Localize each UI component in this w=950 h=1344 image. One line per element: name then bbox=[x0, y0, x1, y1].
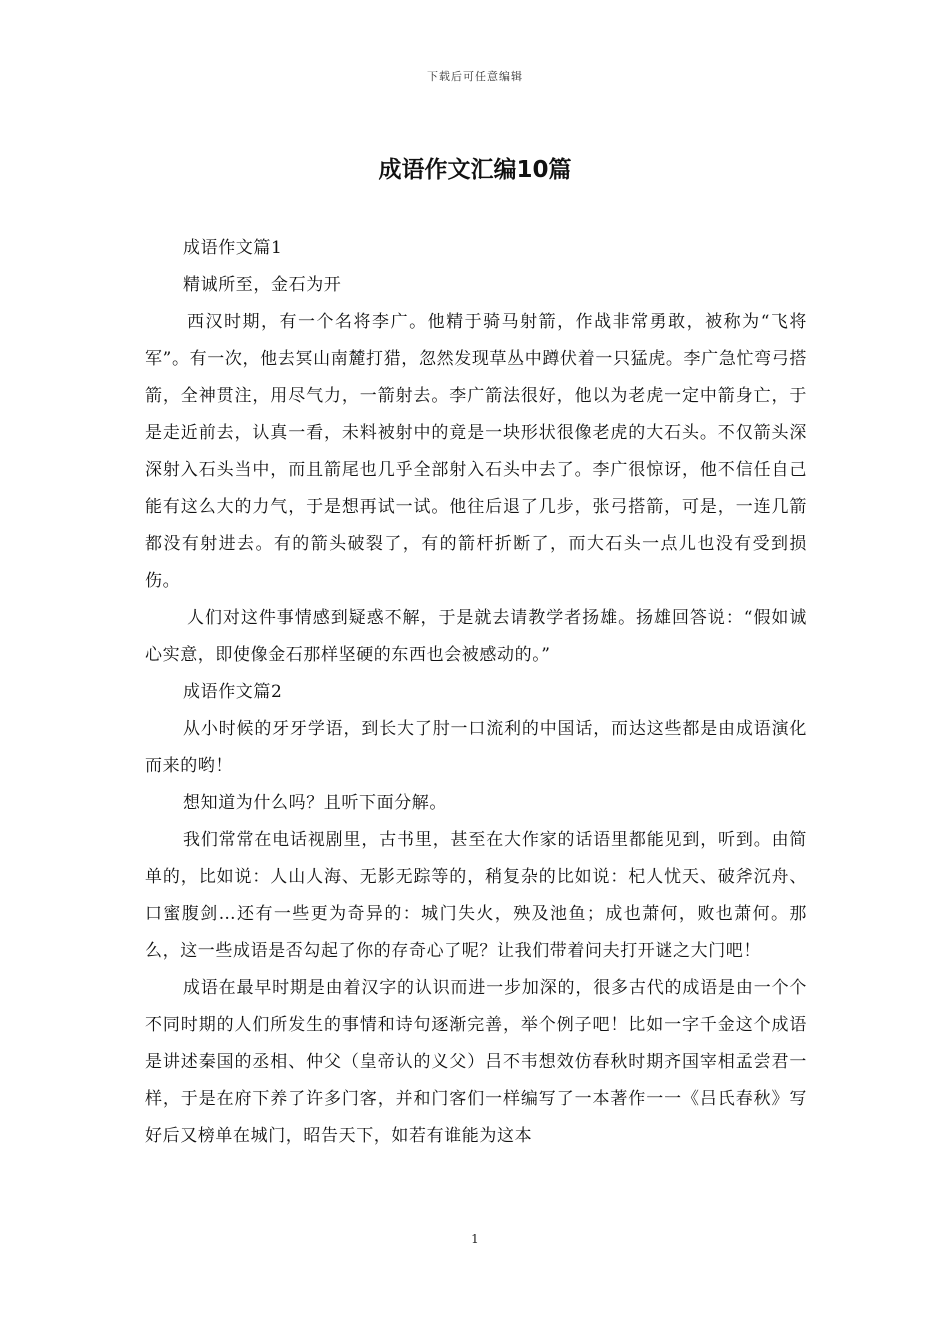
paragraph: 西汉时期，有一个名将李广。他精于骑马射箭，作战非常勇敢，被称为“飞将军”。有一次，他去冥山南麓打猎，忽然发现草丛中蹲伏着一只猛虎。李广急忙弯弓搭箭，全神贯注，用尽气力，一箭射去。李广箭法很好，他以为老虎一定中箭身亡，于是走近前去，认真一看，未料被射中的竟是一块形状很像老虎的大石头。不仅箭头深深射入石头当中，而且箭尾也几乎全部射入石头中去了。李广很惊讶，他不信任自己能有这么大的力气，于是想再试一试。他往后退了几步，张弓搭箭，可是，一连几箭都没有射进去。有的箭头破裂了，有的箭杆折断了，而大石头一点儿也没有受到损伤。 bbox=[145, 312, 807, 591]
paragraph: 从小时候的牙牙学语，到长大了肘一口流利的中国话，而达这些都是由成语演化而来的哟！ bbox=[145, 719, 807, 776]
paragraph: 人们对这件事情感到疑惑不解，于是就去请教学者扬雄。扬雄回答说：“假如诚心实意，即使像金石那样坚硬的东西也会被感动的。” bbox=[145, 608, 807, 665]
paragraph: 成语在最早时期是由着汉字的认识而进一步加深的，很多古代的成语是由一个个不同时期的人们所发生的事情和诗句逐渐完善，举个例子吧！比如一字千金这个成语是讲述秦国的丞相、仲父（皇帝认的义父）吕不韦想效仿春秋时期齐国宰相孟尝君一样，于是在府下养了许多门客，并和门客们一样编写了一本著作一一《吕氏春秋》写好后又榜单在城门，昭告天下，如若有谁能为这本 bbox=[145, 978, 807, 1146]
section-heading-1: 成语作文篇1 bbox=[183, 238, 283, 258]
header-note: 下载后可任意编辑 bbox=[427, 70, 523, 83]
story-title: 精诚所至，金石为开 bbox=[183, 275, 342, 295]
document-title: 成语作文汇编10篇 bbox=[378, 157, 572, 183]
paragraph: 想知道为什么吗？且听下面分解。 bbox=[183, 793, 447, 813]
document-body bbox=[145, 230, 807, 1155]
page-number: 1 bbox=[471, 1232, 479, 1246]
paragraph: 我们常常在电话视剧里，古书里，甚至在大作家的话语里都能见到，听到。由简单的，比如说：人山人海、无影无踪等的，稍复杂的比如说：杞人忧天、破斧沉舟、口蜜腹剑…还有一些更为奇异的：城门失火，殃及池鱼；成也萧何，败也萧何。那么，这一些成语是否勾起了你的存奇心了呢？让我们带着问夫打开谜之大门吧！ bbox=[145, 830, 807, 961]
section-heading-2: 成语作文篇2 bbox=[183, 682, 283, 702]
